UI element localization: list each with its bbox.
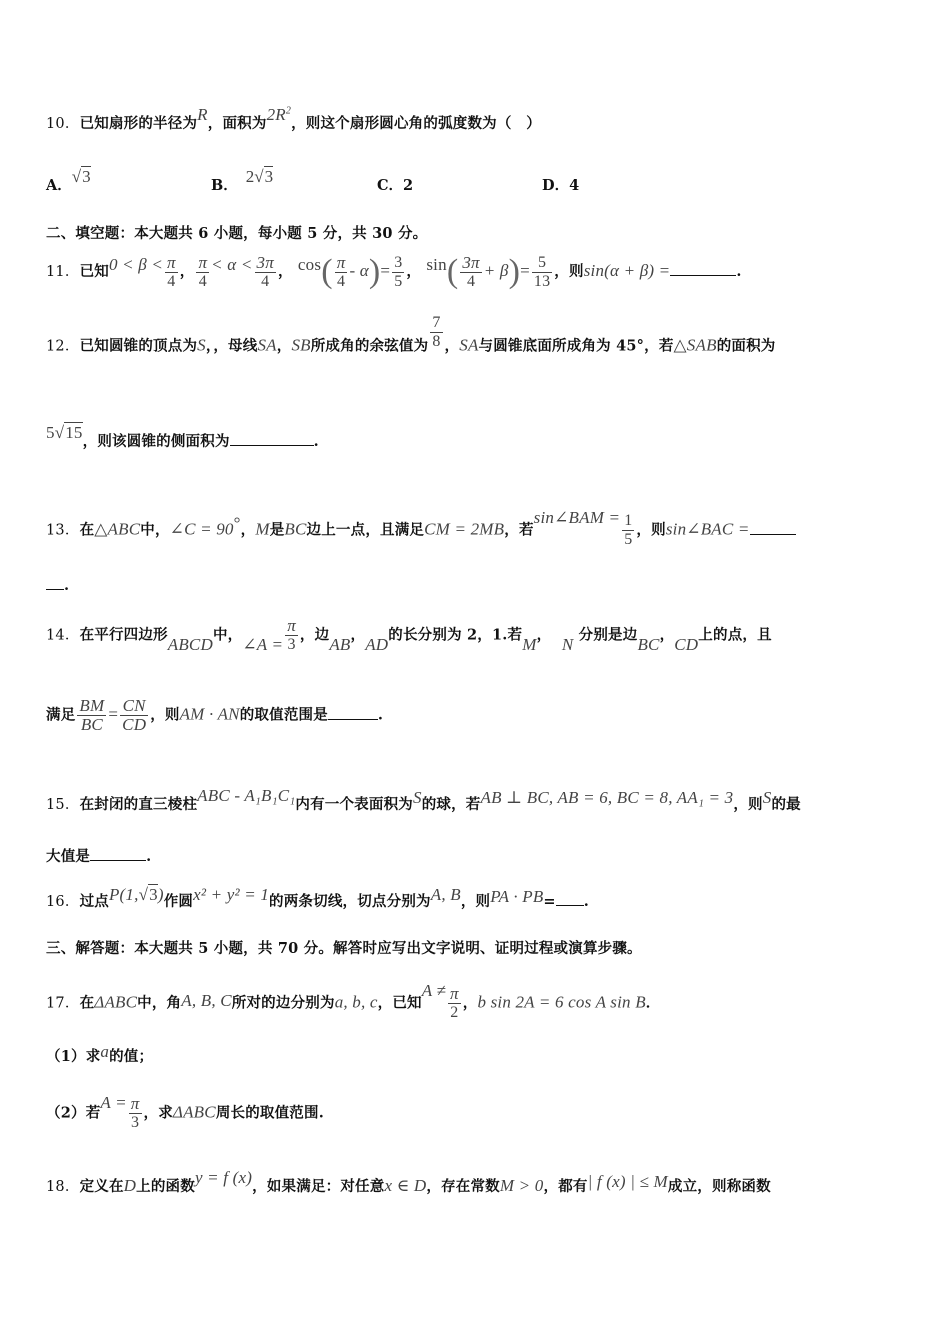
area-expr: $2R^2$ [266,105,292,124]
radius-r: R [197,105,208,124]
q12-line: 12．已知圆锥的顶点为S，，母线SA，SB所成角的余弦值为 $\frac{7}{8}$ ，SA与圆锥底面所成角为 45°，若△SAB的面积为 [46,314,776,355]
q14-answer-blank[interactable] [328,719,378,720]
q18-line: 18．定义在D上的函数y = f (x)，如果满足：对任意x ∈ D，存在常数M > 0，都有| f (x) | ≤ M成立，则称函数 [46,1168,771,1195]
q17-part2: （2）若A = $\frac{\pi}{3}$ ，求ΔABC周长的取值范围. [46,1092,324,1131]
q11-target: sin(α + β) = [583,261,671,280]
q10-number: 10． [46,116,80,132]
q15-answer-blank[interactable] [90,860,146,861]
q11-line: 11．已知0 < β < $\frac{\pi}{4}$ ， $\frac{\pi}{4}$ < α < $\frac{3\pi}{4}$ ， cos( $\frac{\pi}{4}$ - α)= $\frac{3}{5}$ ， sin( $\frac{3\pi}{4}$ + β)= $\frac{5}{13}$ ，则sin(α + β) = . [46,252,742,290]
q12-answer-blank[interactable] [230,445,314,446]
section2-heading: 二、填空题：本大题共 6 小题，每小题 5 分，共 30 分。 [46,225,428,242]
q14-line2: 满足 $\frac{BM}{BC}$ = $\frac{CN}{CD}$ ，则AM · AN的取值范围是 . [46,696,384,734]
q17-part1: （1）求a的值； [46,1042,154,1065]
option-c: C．2 [377,177,414,194]
q11-answer-blank[interactable] [670,275,736,276]
q12-line2: 5√15，则该圆锥的侧面积为 . [46,423,319,450]
q13-line2: . [46,577,69,594]
option-d: D．4 [542,177,580,194]
q16-answer-blank[interactable] [556,905,584,906]
q16-line: 16．过点P(1,√3)作圆x² + y² = 1的两条切线，切点分别为A, B，则PA · PB= . [46,885,590,910]
option-a: A．√3 [46,167,91,194]
q17-line: 17．在ΔABC中，角A, B, C所对的边分别为a, b, c，已知A ≠ $\frac{\pi}{2}$ ，b sin 2A = 6 cos A sin B． [46,980,661,1021]
section3-heading: 三、解答题：本大题共 5 小题，共 70 分。解答时应写出文字说明、证明过程或演算步骤。 [46,940,642,957]
q10-line: 10．已知扇形的半径为R，面积为$2R^2$，则这个扇形圆心角的弧度数为（ ） [46,105,541,132]
q15-line: 15．在封闭的直三棱柱ABC - A₁B₁C₁内有一个表面积为S的球，若AB ⊥ BC, AB = 6, BC = 8, AA₁ = 3，则S的最 [46,786,801,813]
q15-line2: 大值是 . [46,848,152,865]
frac-pi-over-4: $\frac{\pi}{4}$ [167,252,176,290]
q13-line: 13．在△ABC中，∠C = 90°，M是BC边上一点，且满足CM = 2MB，若sin∠BAM = $\frac{1}{5}$ ，则sin∠BAC = [46,512,796,549]
option-b: B． 2√3 [211,167,274,194]
q13-answer-blank[interactable] [750,534,796,535]
q14-line: 14．在平行四边形ABCD中，∠A = $\frac{\pi}{3}$ ，边AB，AD的长分别为 2，1.若M， N 分别是边BC，CD上的点，且 [46,616,772,654]
